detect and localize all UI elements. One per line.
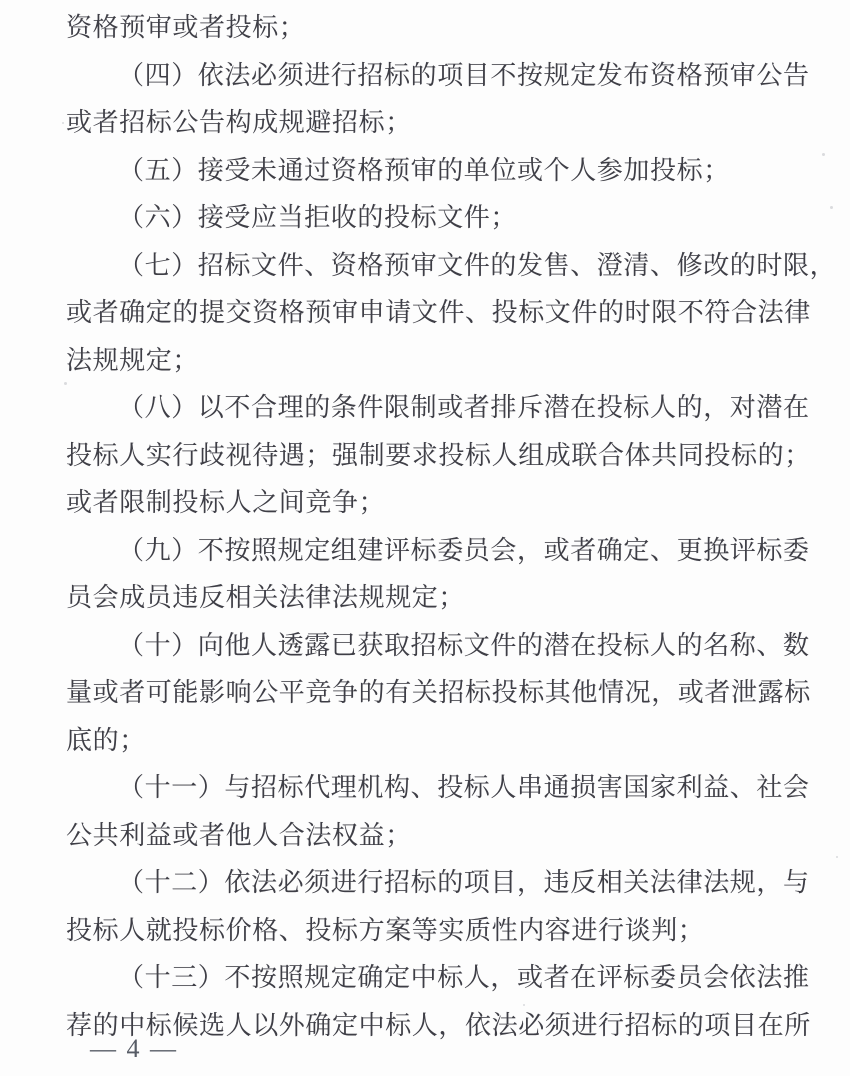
text-line-22: 荐的中标候选人以外确定中标人，依法必须进行招标的项目在所	[66, 1010, 811, 1040]
text-line-18: 公共利益或者他人合法权益；	[66, 820, 412, 850]
text-line-19: （十二）依法必须进行招标的项目，违反相关法律法规，与	[118, 868, 810, 897]
text-line-6: （七）招标文件、资格预审文件的发售、澄清、修改的时限，	[118, 250, 837, 280]
text-line-13: 员会成员违反相关法律法规规定；	[66, 583, 466, 612]
page-number: — 4 —	[90, 1034, 178, 1063]
text-line-4: （五）接受未通过资格预审的单位或个人参加投标；	[118, 155, 730, 185]
scan-speck	[64, 382, 67, 385]
scan-speck	[830, 206, 833, 209]
text-line-16: 底的；	[66, 725, 146, 755]
text-line-3: 或者招标公告构成规避招标；	[66, 108, 412, 137]
text-line-7: 或者确定的提交资格预审申请文件、投标文件的时限不符合法律	[66, 298, 811, 327]
text-column	[66, 4, 837, 1049]
text-line-2: （四）依法必须进行招标的项目不按规定发布资格预审公告	[118, 60, 810, 90]
scan-speck	[836, 856, 838, 858]
scan-speck	[62, 122, 64, 124]
text-line-11: 或者限制投标人之间竞争；	[66, 488, 386, 517]
text-line-12: （九）不按照规定组建评标委员会，或者确定、更换评标委	[118, 535, 810, 565]
scan-speck	[822, 153, 825, 156]
text-line-15: 量或者可能影响公平竞争的有关招标投标其他情况，或者泄露标	[66, 678, 811, 707]
text-line-8: 法规规定；	[66, 345, 200, 375]
scan-speck	[292, 592, 294, 594]
text-line-14: （十）向他人透露已获取招标文件的潜在投标人的名称、数	[118, 630, 810, 660]
text-line-17: （十一）与招标代理机构、投标人串通损害国家利益、社会	[118, 773, 810, 802]
text-line-1: 资格预审或者投标；	[66, 13, 306, 42]
scan-speck	[523, 1004, 525, 1006]
text-line-5: （六）接受应当拒收的投标文件；	[118, 203, 518, 232]
text-line-21: （十三）不按照规定确定中标人，或者在评标委员会依法推	[118, 963, 810, 992]
text-line-20: 投标人就投标价格、投标方案等实质性内容进行谈判；	[66, 915, 705, 945]
text-line-10: 投标人实行歧视待遇；强制要求投标人组成联合体共同投标的；	[66, 440, 811, 470]
text-line-9: （八）以不合理的条件限制或者排斥潜在投标人的，对潜在	[118, 393, 810, 422]
